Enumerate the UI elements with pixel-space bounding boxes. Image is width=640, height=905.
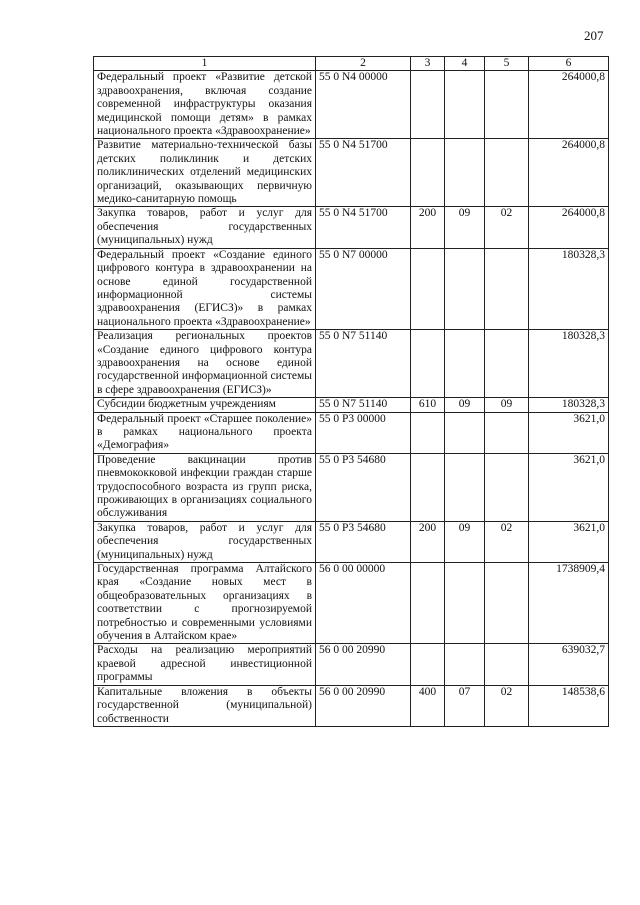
target-code-cell: 55 0 N4 51700 <box>316 139 411 207</box>
table-row <box>94 412 609 453</box>
subsection-cell <box>485 644 529 685</box>
amount-cell: 264000,8 <box>529 71 609 139</box>
expense-type-cell <box>411 330 445 398</box>
row-name-cell: Проведение вакцинации против пневмококковой инфекции граждан старше трудоспособного возраста из групп риска, проживающих в организациях социального обслуживания <box>94 453 316 521</box>
expense-type-cell <box>411 644 445 685</box>
row-name-cell: Закупка товаров, работ и услуг для обеспечения государственных (муниципальных) нужд <box>94 521 316 562</box>
subsection-cell <box>485 412 529 453</box>
expense-type-cell <box>411 139 445 207</box>
table-row <box>94 139 609 207</box>
column-header: 2 <box>316 57 411 71</box>
row-name-cell: Закупка товаров, работ и услуг для обеспечения государственных (муниципальных) нужд <box>94 207 316 248</box>
section-cell <box>445 453 485 521</box>
target-code-cell: 55 0 P3 54680 <box>316 453 411 521</box>
section-cell: 09 <box>445 521 485 562</box>
column-header: 6 <box>529 57 609 71</box>
section-cell: 09 <box>445 207 485 248</box>
section-cell <box>445 71 485 139</box>
subsection-cell: 02 <box>485 207 529 248</box>
expense-type-cell: 400 <box>411 685 445 726</box>
row-name-cell: Расходы на реализацию мероприятий краевой адресной инвестиционной программы <box>94 644 316 685</box>
expense-type-cell: 610 <box>411 398 445 412</box>
amount-cell: 3621,0 <box>529 453 609 521</box>
target-code-cell: 56 0 00 00000 <box>316 563 411 644</box>
expense-type-cell: 200 <box>411 207 445 248</box>
column-header: 1 <box>94 57 316 71</box>
subsection-cell <box>485 563 529 644</box>
amount-cell: 3621,0 <box>529 412 609 453</box>
target-code-cell: 55 0 N7 51140 <box>316 330 411 398</box>
column-header: 4 <box>445 57 485 71</box>
budget-table <box>93 56 609 727</box>
subsection-cell: 09 <box>485 398 529 412</box>
section-cell <box>445 139 485 207</box>
amount-cell: 264000,8 <box>529 139 609 207</box>
row-name-cell: Развитие материально-технической базы детских поликлиник и детских поликлинических отделений медицинских организаций, оказывающих первичную медико-санитарную помощь <box>94 139 316 207</box>
subsection-cell <box>485 248 529 329</box>
section-cell: 07 <box>445 685 485 726</box>
subsection-cell <box>485 139 529 207</box>
table-row <box>94 644 609 685</box>
expense-type-cell <box>411 412 445 453</box>
amount-cell: 1738909,4 <box>529 563 609 644</box>
table-row <box>94 207 609 248</box>
subsection-cell <box>485 330 529 398</box>
section-cell <box>445 248 485 329</box>
page-number: 207 <box>584 28 604 43</box>
row-name-cell: Капитальные вложения в объекты государственной (муниципальной) собственности <box>94 685 316 726</box>
expense-type-cell <box>411 563 445 644</box>
expense-type-cell: 200 <box>411 521 445 562</box>
section-cell <box>445 330 485 398</box>
target-code-cell: 55 0 N4 51700 <box>316 207 411 248</box>
subsection-cell <box>485 71 529 139</box>
table-row <box>94 71 609 139</box>
amount-cell: 180328,3 <box>529 248 609 329</box>
amount-cell: 180328,3 <box>529 398 609 412</box>
target-code-cell: 56 0 00 20990 <box>316 644 411 685</box>
row-name-cell: Федеральный проект «Развитие детской здравоохранения, включая создание современной инфраструктуры оказания медицинской помощи детям» в рамках национального проекта «Здравоохранение» <box>94 71 316 139</box>
target-code-cell: 55 0 N7 51140 <box>316 398 411 412</box>
amount-cell: 639032,7 <box>529 644 609 685</box>
column-header: 5 <box>485 57 529 71</box>
table-row <box>94 248 609 329</box>
column-header: 3 <box>411 57 445 71</box>
table-row <box>94 398 609 412</box>
section-cell <box>445 644 485 685</box>
table-row <box>94 453 609 521</box>
expense-type-cell <box>411 71 445 139</box>
amount-cell: 3621,0 <box>529 521 609 562</box>
amount-cell: 264000,8 <box>529 207 609 248</box>
expense-type-cell <box>411 453 445 521</box>
row-name-cell: Государственная программа Алтайского края «Создание новых мест в общеобразовательных организациях в соответствии с прогнозируемой потребностью и современными условиями обучения в Алтайском крае» <box>94 563 316 644</box>
table-row <box>94 521 609 562</box>
subsection-cell <box>485 453 529 521</box>
section-cell <box>445 563 485 644</box>
row-name-cell: Субсидии бюджетным учреждениям <box>94 398 316 412</box>
table-row <box>94 563 609 644</box>
target-code-cell: 56 0 00 20990 <box>316 685 411 726</box>
amount-cell: 148538,6 <box>529 685 609 726</box>
amount-cell: 180328,3 <box>529 330 609 398</box>
row-name-cell: Федеральный проект «Создание единого цифрового контура в здравоохранении на основе единой государственной информационной системы здравоохранения (ЕГИСЗ)» в рамках национального проекта «Здравоохранение» <box>94 248 316 329</box>
row-name-cell: Реализация региональных проектов «Создание единого цифрового контура здравоохранения на основе единой государственной информационной системы в сфере здравоохранения (ЕГИСЗ)» <box>94 330 316 398</box>
table-row <box>94 330 609 398</box>
subsection-cell: 02 <box>485 521 529 562</box>
target-code-cell: 55 0 N7 00000 <box>316 248 411 329</box>
subsection-cell: 02 <box>485 685 529 726</box>
section-cell: 09 <box>445 398 485 412</box>
target-code-cell: 55 0 P3 54680 <box>316 521 411 562</box>
table-row <box>94 685 609 726</box>
section-cell <box>445 412 485 453</box>
target-code-cell: 55 0 N4 00000 <box>316 71 411 139</box>
expense-type-cell <box>411 248 445 329</box>
header-row <box>94 57 609 71</box>
target-code-cell: 55 0 P3 00000 <box>316 412 411 453</box>
row-name-cell: Федеральный проект «Старшее поколение» в рамках национального проекта «Демография» <box>94 412 316 453</box>
